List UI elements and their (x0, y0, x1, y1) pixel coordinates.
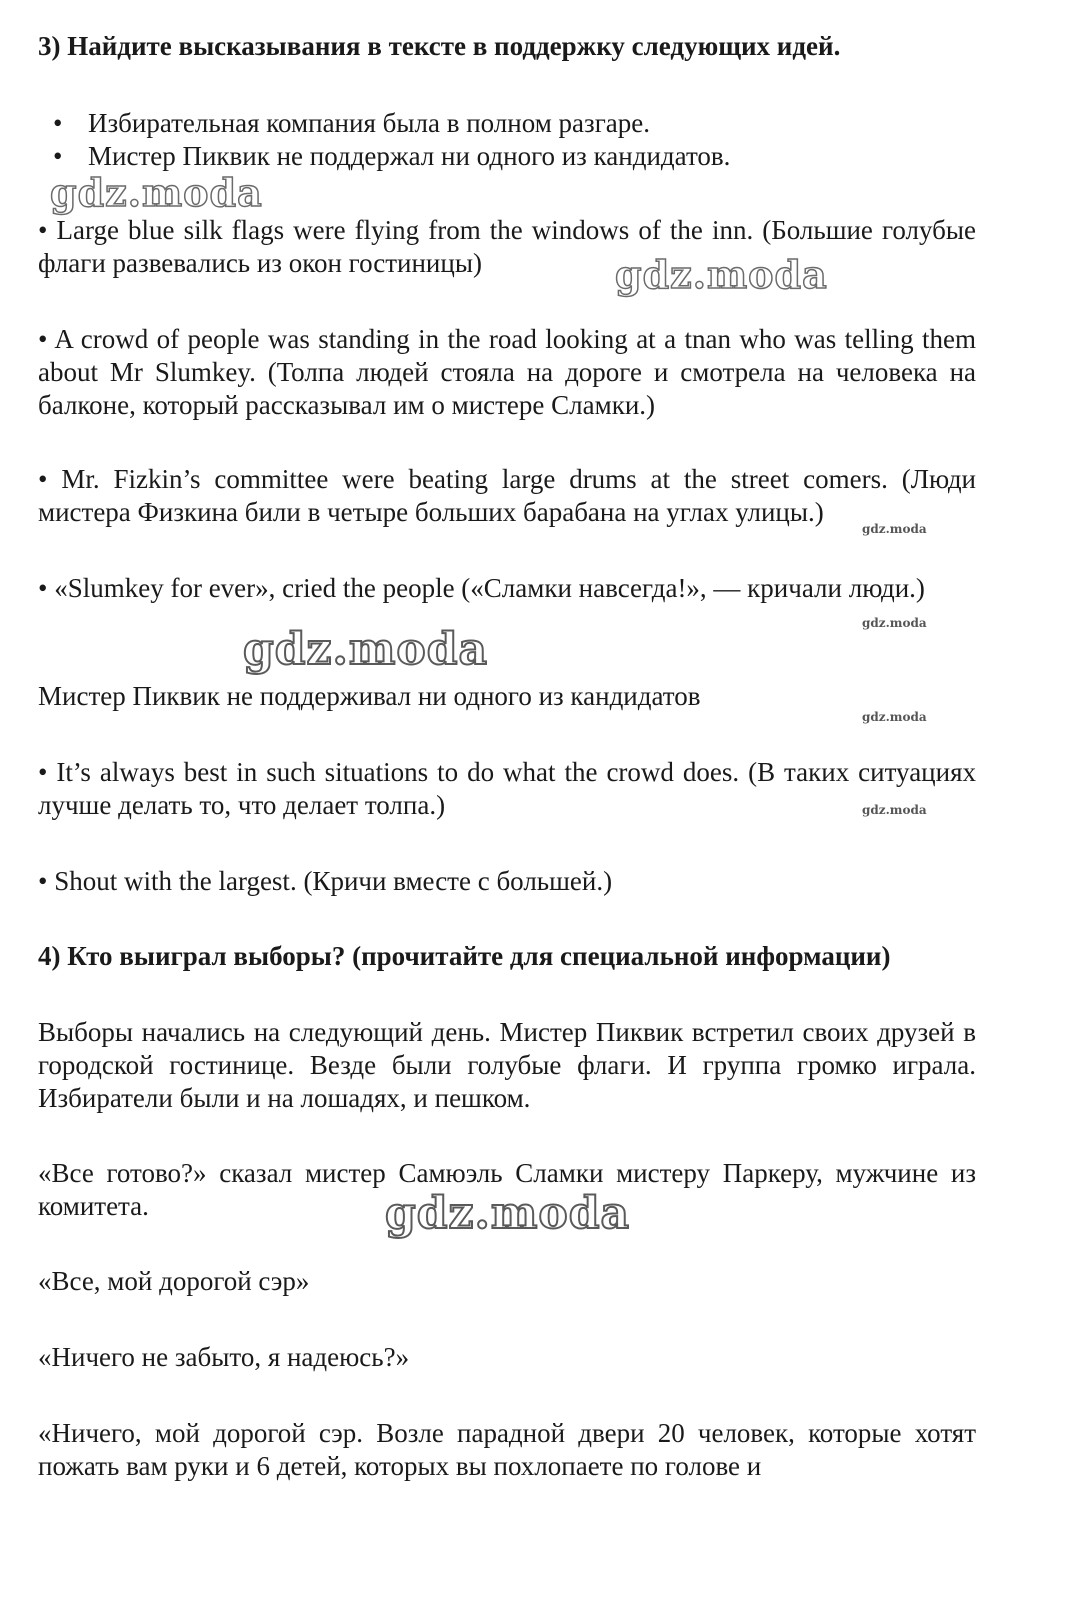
watermark-small: gdz.moda (862, 803, 927, 817)
election-paragraph: Выборы начались на следующий день. Мистер Пиквик встретил своих друзей в городской гостинице. Везде были голубые флаги. И группа громко играла. Избиратели были и на лошадях, и пешком. (38, 1017, 976, 1113)
watermark-logo: gdz.moda (243, 624, 489, 675)
watermark-logo: gdz.moda (385, 1188, 631, 1239)
quote-shout: • Shout with the largest. (Кричи вместе с большей.) (38, 866, 613, 896)
section-3-heading: 3) Найдите высказывания в тексте в поддержку следующих идей. (38, 31, 841, 61)
watermark-small: gdz.moda (862, 616, 927, 630)
quote-slumkey: • «Slumkey for ever», cried the people («Сламки навсегда!», — кричали люди.) (38, 573, 925, 603)
section-4-heading: 4) Кто выиграл выборы? (прочитайте для специальной информации) (38, 941, 891, 971)
idea-item: • Мистер Пиквик не поддержал ни одного из кандидатов. (38, 140, 976, 173)
watermark-small: gdz.moda (862, 710, 927, 724)
idea-item: • Избирательная компания была в полном разгаре. (38, 107, 976, 140)
dialogue-all: «Все, мой дорогой сэр» (38, 1266, 310, 1296)
quote-drums: • Mr. Fizkin’s committee were beating large drums at the street comers. (Люди мистера Физкина били в четыре больших барабана на углах улицы.) (38, 464, 976, 527)
quote-crowd-best: • It’s always best in such situations to do what the crowd does. (В таких ситуациях лучше делать то, что делает толпа.) (38, 757, 976, 820)
dialogue-nothing-forgotten: «Ничего не забыто, я надеюсь?» (38, 1342, 410, 1372)
ideas-list (38, 107, 976, 173)
watermark-logo: gdz.moda (50, 170, 263, 215)
dialogue-ready: «Все готово?» сказал мистер Самюэль Сламки мистеру Паркеру, мужчине из комитета. (38, 1158, 976, 1221)
watermark-small: gdz.moda (862, 522, 927, 536)
watermark-logo: gdz.moda (615, 252, 828, 297)
pickwick-statement: Мистер Пиквик не поддерживал ни одного из кандидатов (38, 681, 701, 711)
quote-crowd: • A crowd of people was standing in the road looking at a tnan who was telling them about Mr Slumkey. (Толпа людей стояла на дороге и смотрела на человека на балконе, который рассказывал им о мистере Сламки.) (38, 324, 976, 420)
quote-flags: • Large blue silk flags were flying from the windows of the inn. (Большие голубые флаги развевались из окон гостиницы) (38, 215, 976, 278)
dialogue-nothing: «Ничего, мой дорогой сэр. Возле парадной двери 20 человек, которые хотят пожать вам руки и 6 детей, которых вы похлопаете по голове и (38, 1418, 976, 1481)
